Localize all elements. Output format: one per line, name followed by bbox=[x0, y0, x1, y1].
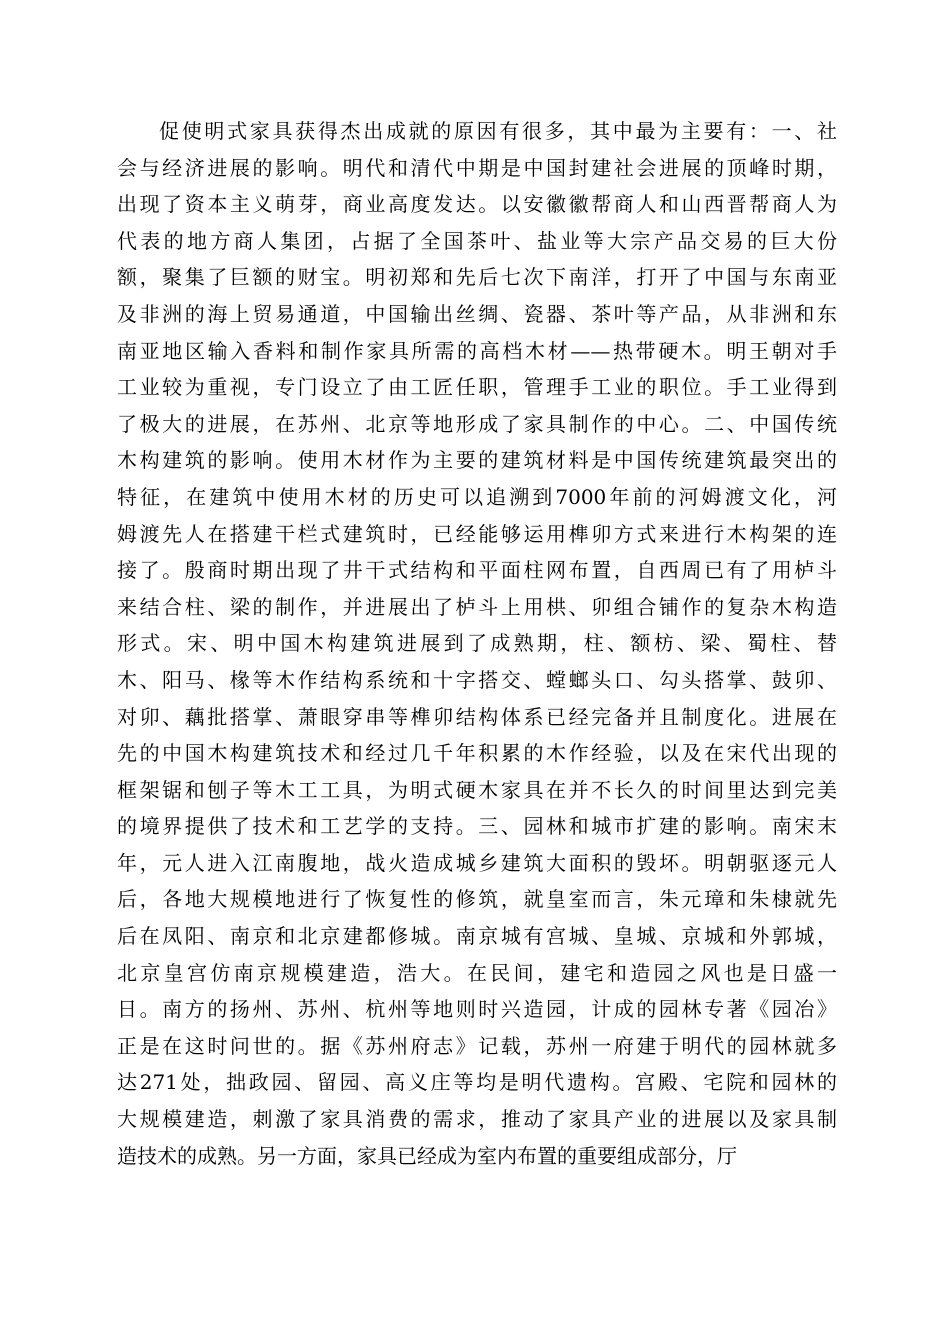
paragraph-line: 木、阳马、椽等木作结构系统和十字搭交、螳螂头口、勾头搭掌、鼓卯、 bbox=[117, 667, 837, 692]
paragraph-line: 形式。宋、明中国木构建筑进展到了成熟期，柱、额枋、梁、蜀柱、替 bbox=[117, 631, 837, 656]
paragraph-line: 后在凤阳、南京和北京建都修城。南京城有宫城、皇城、京城和外郭城， bbox=[117, 924, 837, 949]
paragraph-line: 年，元人进入江南腹地，战火造成城乡建筑大面积的毁坏。明朝驱逐元人 bbox=[117, 850, 837, 875]
paragraph-line: 造技术的成熟。另一方面，家具已经成为室内布置的重要组成部分，厅 bbox=[117, 1143, 737, 1168]
paragraph-line: 接了。殷商时期出现了井干式结构和平面柱网布置，自西周已有了用栌斗 bbox=[117, 558, 837, 583]
paragraph-line: 正是在这时问世的。据《苏州府志》记载，苏州一府建于明代的园林就多 bbox=[117, 1033, 837, 1058]
paragraph-line: 南亚地区输入香料和制作家具所需的高档木材——热带硬木。明王朝对手 bbox=[117, 338, 837, 363]
paragraph-line: 出现了资本主义萌芽，商业高度发达。以安徽徽帮商人和山西晋帮商人为 bbox=[117, 192, 837, 217]
paragraph-line: 的境界提供了技术和工艺学的支持。三、园林和城市扩建的影响。南宋末 bbox=[117, 814, 837, 839]
paragraph-line: 大规模建造，刺激了家具消费的需求，推动了家具产业的进展以及家具制 bbox=[117, 1107, 837, 1132]
paragraph-line: 达271处，拙政园、留园、高义庄等均是明代遗构。宫殿、宅院和园林的 bbox=[117, 1070, 837, 1095]
paragraph-line: 姆渡先人在搭建干栏式建筑时，已经能够运用榫卯方式来进行木构架的连 bbox=[117, 521, 837, 546]
paragraph-line: 代表的地方商人集团，占据了全国茶叶、盐业等大宗产品交易的巨大份 bbox=[117, 228, 837, 253]
paragraph-line: 额，聚集了巨额的财宝。明初郑和先后七次下南洋，打开了中国与东南亚 bbox=[117, 265, 837, 290]
body-paragraph bbox=[117, 113, 837, 1174]
paragraph-line: 会与经济进展的影响。明代和清代中期是中国封建社会进展的顶峰时期， bbox=[117, 155, 837, 180]
paragraph-line: 框架锯和刨子等木工工具，为明式硬木家具在并不长久的时间里达到完美 bbox=[117, 777, 837, 802]
paragraph-line: 对卯、藕批搭掌、萧眼穿串等榫卯结构体系已经完备并且制度化。进展在 bbox=[117, 704, 837, 729]
paragraph-line: 先的中国木构建筑技术和经过几千年积累的木作经验，以及在宋代出现的 bbox=[117, 741, 837, 766]
paragraph-line: 来结合柱、梁的制作，并进展出了栌斗上用栱、卯组合铺作的复杂木构造 bbox=[117, 594, 837, 619]
paragraph-line: 促使明式家具获得杰出成就的原因有很多，其中最为主要有：一、社 bbox=[159, 119, 837, 143]
paragraph-line: 了极大的进展，在苏州、北京等地形成了家具制作的中心。二、中国传统 bbox=[117, 411, 837, 436]
paragraph-line: 木构建筑的影响。使用木材作为主要的建筑材料是中国传统建筑最突出的 bbox=[117, 448, 837, 473]
paragraph-line: 及非洲的海上贸易通道，中国输出丝绸、瓷器、茶叶等产品，从非洲和东 bbox=[117, 301, 837, 326]
paragraph-line: 北京皇宫仿南京规模建造，浩大。在民间，建宅和造园之风也是日盛一 bbox=[117, 960, 837, 985]
paragraph-line: 后，各地大规模地进行了恢复性的修筑，就皇室而言，朱元璋和朱棣就先 bbox=[117, 887, 837, 912]
paragraph-line: 工业较为重视，专门设立了由工匠任职，管理手工业的职位。手工业得到 bbox=[117, 375, 837, 400]
paragraph-line: 特征，在建筑中使用木材的历史可以追溯到7000年前的河姆渡文化，河 bbox=[117, 484, 837, 509]
paragraph-line: 日。南方的扬州、苏州、杭州等地则时兴造园，计成的园林专著《园冶》 bbox=[117, 997, 837, 1022]
